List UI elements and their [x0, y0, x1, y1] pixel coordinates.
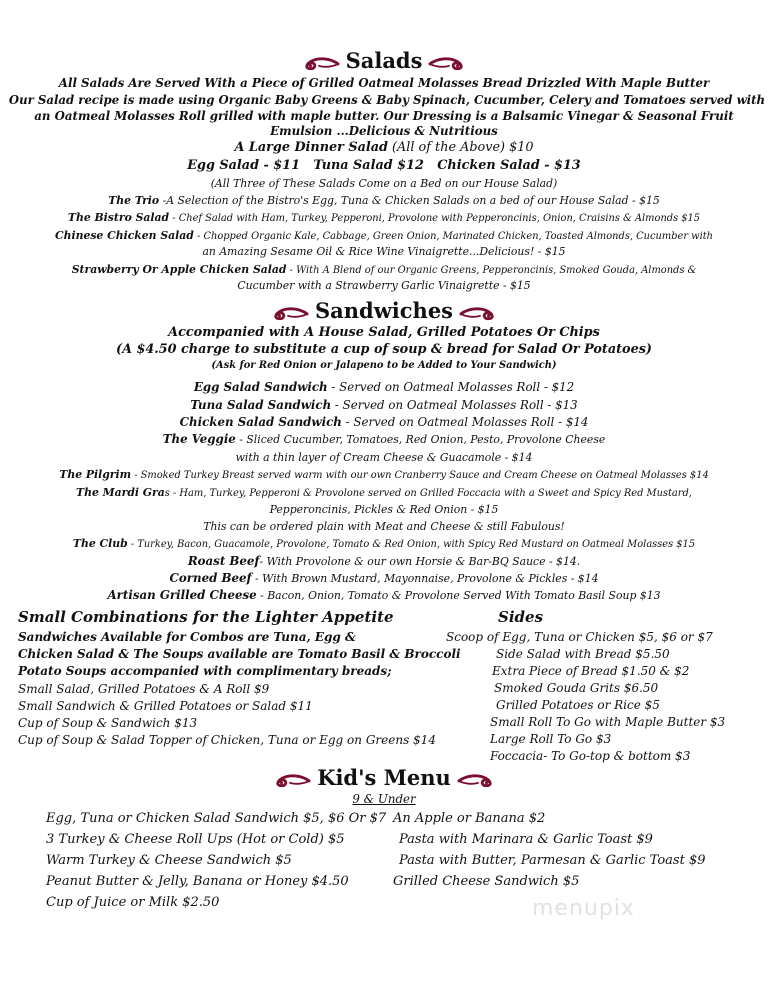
- kids-item: Pasta with Butter, Parmesan & Garlic Toast $9: [399, 853, 706, 868]
- chinese-desc: - Chopped Organic Kale, Cabbage, Green Onion, Marinated Chicken, Toasted Almonds, Cucumber with: [193, 231, 714, 242]
- side-item: Grilled Potatoes or Rice $5: [496, 698, 660, 712]
- side-item: Side Salad with Bread $5.50: [496, 647, 670, 661]
- club-sandwich: [6, 537, 762, 550]
- combo-item: Cup of Soup & Salad Topper of Chicken, Tuna or Egg on Greens $14: [18, 733, 436, 747]
- trio-item: [6, 194, 762, 207]
- kids-title: Kid's Menu: [317, 765, 451, 790]
- kids-right-list: [393, 811, 706, 895]
- sandwiches-ask: (Ask for Red Onion or Jalapeno to be Added to Your Sandwich): [211, 360, 557, 371]
- pilgrim-sandwich: [6, 468, 762, 481]
- pilgrim-desc: - Smoked Turkey Breast served warm with our own Cranberry Sauce and Cream Cheese on Oatmeal Molasses $14: [131, 470, 709, 481]
- veggie-sandwich: [6, 432, 762, 446]
- sandwiches-title: Sandwiches: [314, 298, 454, 323]
- strawberry-item: [6, 263, 762, 276]
- chicken-sandwich-name: Chicken Salad Sandwich: [179, 415, 342, 429]
- corned-name: Corned Beef: [169, 571, 252, 585]
- mardi-desc: s - Ham, Turkey, Pepperoni & Provolone served on Grilled Foccacia with a Sweet and Spicy Red Mustard,: [164, 488, 692, 499]
- combo-item: Small Salad, Grilled Potatoes & A Roll $9: [18, 682, 270, 696]
- side-item: Large Roll To Go $3: [490, 732, 612, 746]
- dinner-salad: [6, 140, 762, 155]
- salads-heading: [0, 48, 768, 73]
- mardi-name: The Mardi Gra: [76, 486, 165, 499]
- kids-item: An Apple or Banana $2: [393, 811, 546, 826]
- veggie-desc: - Sliced Cucumber, Tomatoes, Red Onion, Pesto, Provolone Cheese: [235, 433, 606, 446]
- dinner-salad-desc: (All of the Above) $10: [392, 140, 534, 155]
- mardi-desc-3: This can be ordered plain with Meat and Cheese & still Fabulous!: [203, 520, 565, 533]
- roast-beef-sandwich: [6, 554, 762, 568]
- ornament-right-icon: [457, 772, 495, 788]
- combos-line-3: Potato Soups accompanied with complimentary breads;: [18, 664, 392, 678]
- sandwiches-heading: [0, 298, 768, 323]
- artisan-grilled-cheese: [6, 588, 762, 602]
- artisan-name: Artisan Grilled Cheese: [107, 588, 257, 602]
- roast-name: Roast Beef: [187, 554, 260, 568]
- kids-item: Egg, Tuna or Chicken Salad Sandwich $5, $6 Or $7: [46, 811, 387, 826]
- sides-section: [446, 630, 756, 766]
- salads-title: Salads: [345, 48, 423, 73]
- combo-item: Small Sandwich & Grilled Potatoes or Salad $11: [18, 699, 313, 713]
- strawberry-desc: - With A Blend of our Organic Greens, Pepperoncinis, Smoked Gouda, Almonds &: [286, 265, 697, 276]
- salads-intro-2: Our Salad recipe is made using Organic Baby Greens & Baby Spinach, Cucumber, Celery and Tomatoes served with: [8, 93, 766, 107]
- sandwiches-accompaniment: Accompanied with A House Salad, Grilled Potatoes Or Chips: [168, 325, 600, 340]
- salads-intro-4: Emulsion ...Delicious & Nutritious: [270, 124, 498, 138]
- chicken-sandwich-desc: - Served on Oatmeal Molasses Roll - $14: [341, 415, 589, 429]
- egg-sandwich-name: Egg Salad Sandwich: [193, 380, 328, 394]
- ornament-right-icon: [459, 305, 497, 321]
- salads-intro-3: an Oatmeal Molasses Roll grilled with maple butter. Our Dressing is a Balsamic Vinegar & Seasonal Fruit: [34, 109, 734, 123]
- trio-desc: -A Selection of the Bistro's Egg, Tuna & Chicken Salads on a bed of our House Salad - $15: [159, 194, 660, 207]
- chinese-name: Chinese Chicken Salad: [54, 229, 194, 242]
- watermark: menupix: [532, 896, 635, 921]
- artisan-desc: - Bacon, Onion, Tomato & Provolone Served With Tomato Basil Soup $13: [256, 589, 661, 602]
- combos-line-1: Sandwiches Available for Combos are Tuna, Egg &: [18, 630, 356, 644]
- side-item: Foccacia- To Go-top & bottom $3: [490, 749, 691, 763]
- mardi-gras-sandwich: [6, 486, 762, 499]
- three-salads-note: (All Three of These Salads Come on a Bed on our House Salad): [210, 177, 558, 190]
- combos-section: [18, 630, 461, 750]
- dinner-salad-name: A Large Dinner Salad: [234, 140, 388, 155]
- veggie-desc-2: with a thin layer of Cream Cheese & Guacamole - $14: [235, 451, 533, 464]
- sandwiches-charge: (A $4.50 charge to substitute a cup of soup & bread for Salad Or Potatoes): [116, 342, 652, 357]
- side-item: Small Roll To Go with Maple Butter $3: [490, 715, 726, 729]
- bistro-item: [6, 211, 762, 224]
- side-item: Scoop of Egg, Tuna or Chicken $5, $6 or $7: [446, 630, 713, 644]
- trio-name: The Trio: [108, 194, 160, 207]
- egg-salad-item: Egg Salad - $11: [187, 158, 300, 173]
- strawberry-name: Strawberry Or Apple Chicken Salad: [71, 263, 287, 276]
- side-item: Extra Piece of Bread $1.50 & $2: [492, 664, 690, 678]
- pilgrim-name: The Pilgrim: [59, 468, 132, 481]
- tuna-sandwich-desc: - Served on Oatmeal Molasses Roll - $13: [331, 398, 578, 412]
- veggie-name: The Veggie: [162, 432, 236, 446]
- kids-item: Pasta with Marinara & Garlic Toast $9: [399, 832, 653, 847]
- kids-item: Warm Turkey & Cheese Sandwich $5: [46, 853, 292, 868]
- kids-item: 3 Turkey & Cheese Roll Ups (Hot or Cold) $5: [46, 832, 345, 847]
- egg-sandwich: [6, 380, 762, 394]
- combo-item: Cup of Soup & Sandwich $13: [18, 716, 198, 730]
- ornament-left-icon: [273, 772, 311, 788]
- corned-beef-sandwich: [6, 571, 762, 585]
- kids-item: Peanut Butter & Jelly, Banana or Honey $4.50: [46, 874, 349, 889]
- chicken-salad-item: Chicken Salad - $13: [437, 158, 581, 173]
- club-name: The Club: [72, 537, 128, 550]
- tuna-salad-item: Tuna Salad $12: [313, 158, 424, 173]
- ornament-left-icon: [271, 305, 309, 321]
- chinese-item: [6, 229, 762, 242]
- ornament-right-icon: [428, 55, 466, 71]
- salads-intro-1: All Salads Are Served With a Piece of Grilled Oatmeal Molasses Bread Drizzled With Maple Butter: [58, 76, 710, 90]
- kids-item: Cup of Juice or Milk $2.50: [46, 895, 220, 910]
- strawberry-desc-2: Cucumber with a Strawberry Garlic Vinaigrette - $15: [237, 279, 531, 292]
- roast-desc: - With Provolone & our own Horsie & Bar-BQ Sauce - $14.: [259, 555, 581, 568]
- kids-subtitle: 9 & Under: [352, 792, 416, 806]
- chinese-desc-2: an Amazing Sesame Oil & Rice Wine Vinaigrette...Delicious! - $15: [202, 245, 566, 258]
- combos-line-2: Chicken Salad & The Soups available are Tomato Basil & Broccoli: [18, 647, 461, 661]
- side-item: Smoked Gouda Grits $6.50: [494, 681, 659, 695]
- tuna-sandwich-name: Tuna Salad Sandwich: [190, 398, 332, 412]
- chicken-sandwich: [6, 415, 762, 429]
- club-desc: - Turkey, Bacon, Guacamole, Provolone, Tomato & Red Onion, with Spicy Red Mustard on Oatmeal Molasses $15: [127, 539, 696, 550]
- kids-item: Grilled Cheese Sandwich $5: [393, 874, 580, 889]
- mardi-desc-2: Pepperoncinis, Pickles & Red Onion - $15: [269, 503, 499, 516]
- ornament-left-icon: [302, 55, 340, 71]
- sides-title: Sides: [498, 608, 544, 626]
- tuna-sandwich: [6, 398, 762, 412]
- salad-trio-prices: [6, 158, 762, 173]
- corned-desc: - With Brown Mustard, Mayonnaise, Provolone & Pickles - $14: [251, 572, 599, 585]
- bistro-desc: - Chef Salad with Ham, Turkey, Pepperoni, Provolone with Pepperoncinis, Onion, Craisins & Almonds $15: [169, 213, 701, 224]
- combos-title: Small Combinations for the Lighter Appetite: [18, 608, 394, 626]
- kids-left-list: [46, 811, 386, 916]
- egg-sandwich-desc: - Served on Oatmeal Molasses Roll - $12: [327, 380, 575, 394]
- bistro-name: The Bistro Salad: [67, 211, 170, 224]
- kids-heading: [0, 765, 768, 790]
